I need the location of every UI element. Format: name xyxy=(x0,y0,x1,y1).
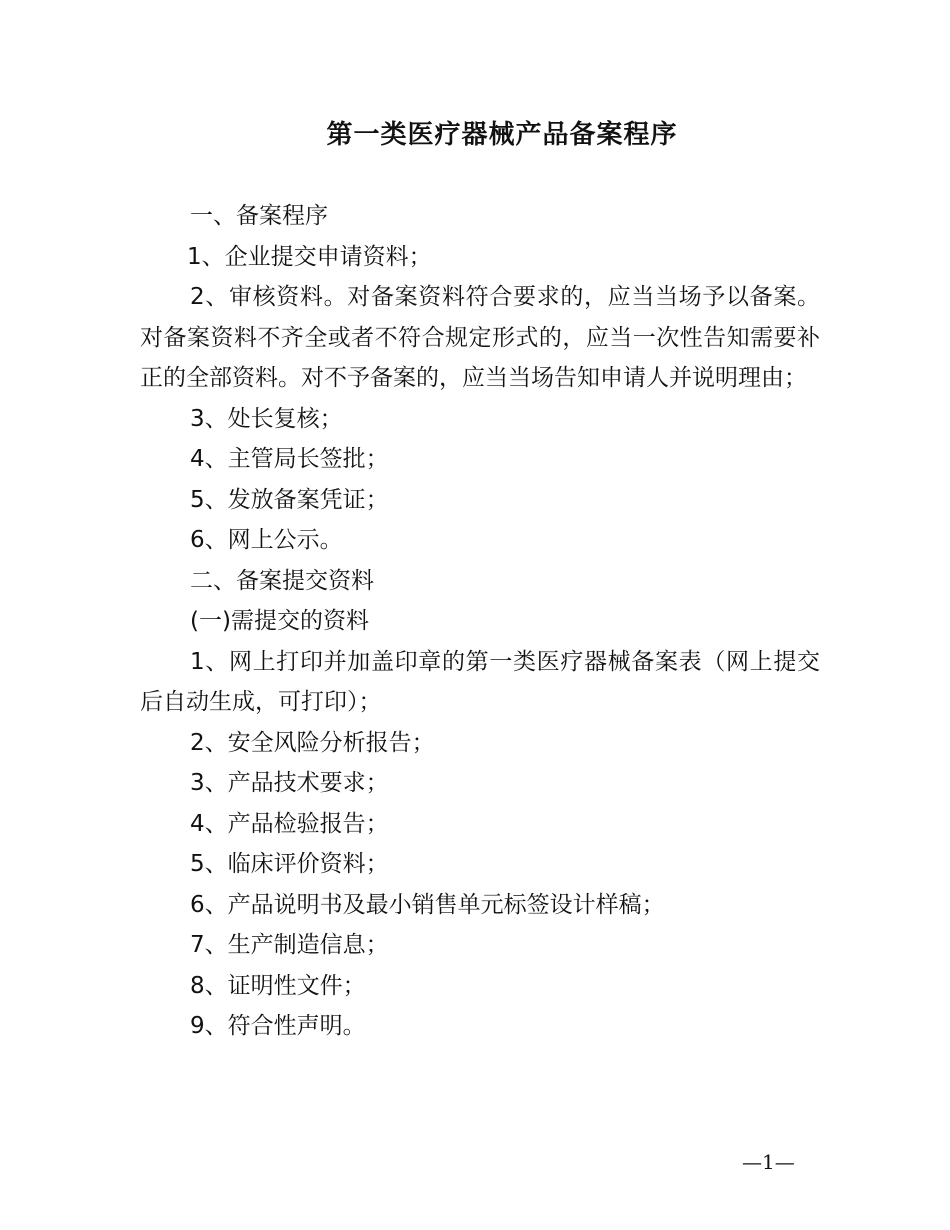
material-item: 6、产品说明书及最小销售单元标签设计样稿； xyxy=(190,891,665,918)
procedure-item: 4、主管局长签批； xyxy=(190,446,389,472)
material-item: 1、网上打印并加盖印章的第一类医疗器械备案表（网上提交后自动生成，可打印）； xyxy=(140,648,820,715)
material-item: 5、临床评价资料； xyxy=(190,851,389,877)
section-heading-submission-materials: 二、备案提交资料 xyxy=(190,567,374,594)
procedure-item: 6、网上公示。 xyxy=(190,527,343,553)
procedure-item: 5、发放备案凭证； xyxy=(190,486,389,513)
material-item: 7、生产制造信息； xyxy=(190,932,389,958)
page-number: —1— xyxy=(742,1150,795,1174)
material-item: 2、安全风险分析报告； xyxy=(190,729,435,756)
document-title: 第一类医疗器械产品备案程序 xyxy=(326,120,678,150)
procedure-item: 2、审核资料。对备案资料符合要求的，应当当场予以备案。对备案资料不齐全或者不符合规定形式的，应当一次性告知需要补正的全部资料。对不予备案的，应当当场告知申请人并说明理由； xyxy=(140,284,820,391)
procedure-item: 1、企业提交申请资料； xyxy=(187,243,432,270)
material-item: 9、符合性声明。 xyxy=(190,1013,366,1039)
document-body xyxy=(140,196,820,1047)
section-heading-filing-procedure: 一、备案程序 xyxy=(190,203,328,229)
material-item: 3、产品技术要求； xyxy=(190,770,389,796)
subsection-heading-required-materials: (一)需提交的资料 xyxy=(190,608,369,634)
procedure-item: 3、处长复核； xyxy=(190,405,343,432)
material-item: 4、产品检验报告； xyxy=(190,810,389,837)
material-item: 8、证明性文件； xyxy=(190,972,366,999)
